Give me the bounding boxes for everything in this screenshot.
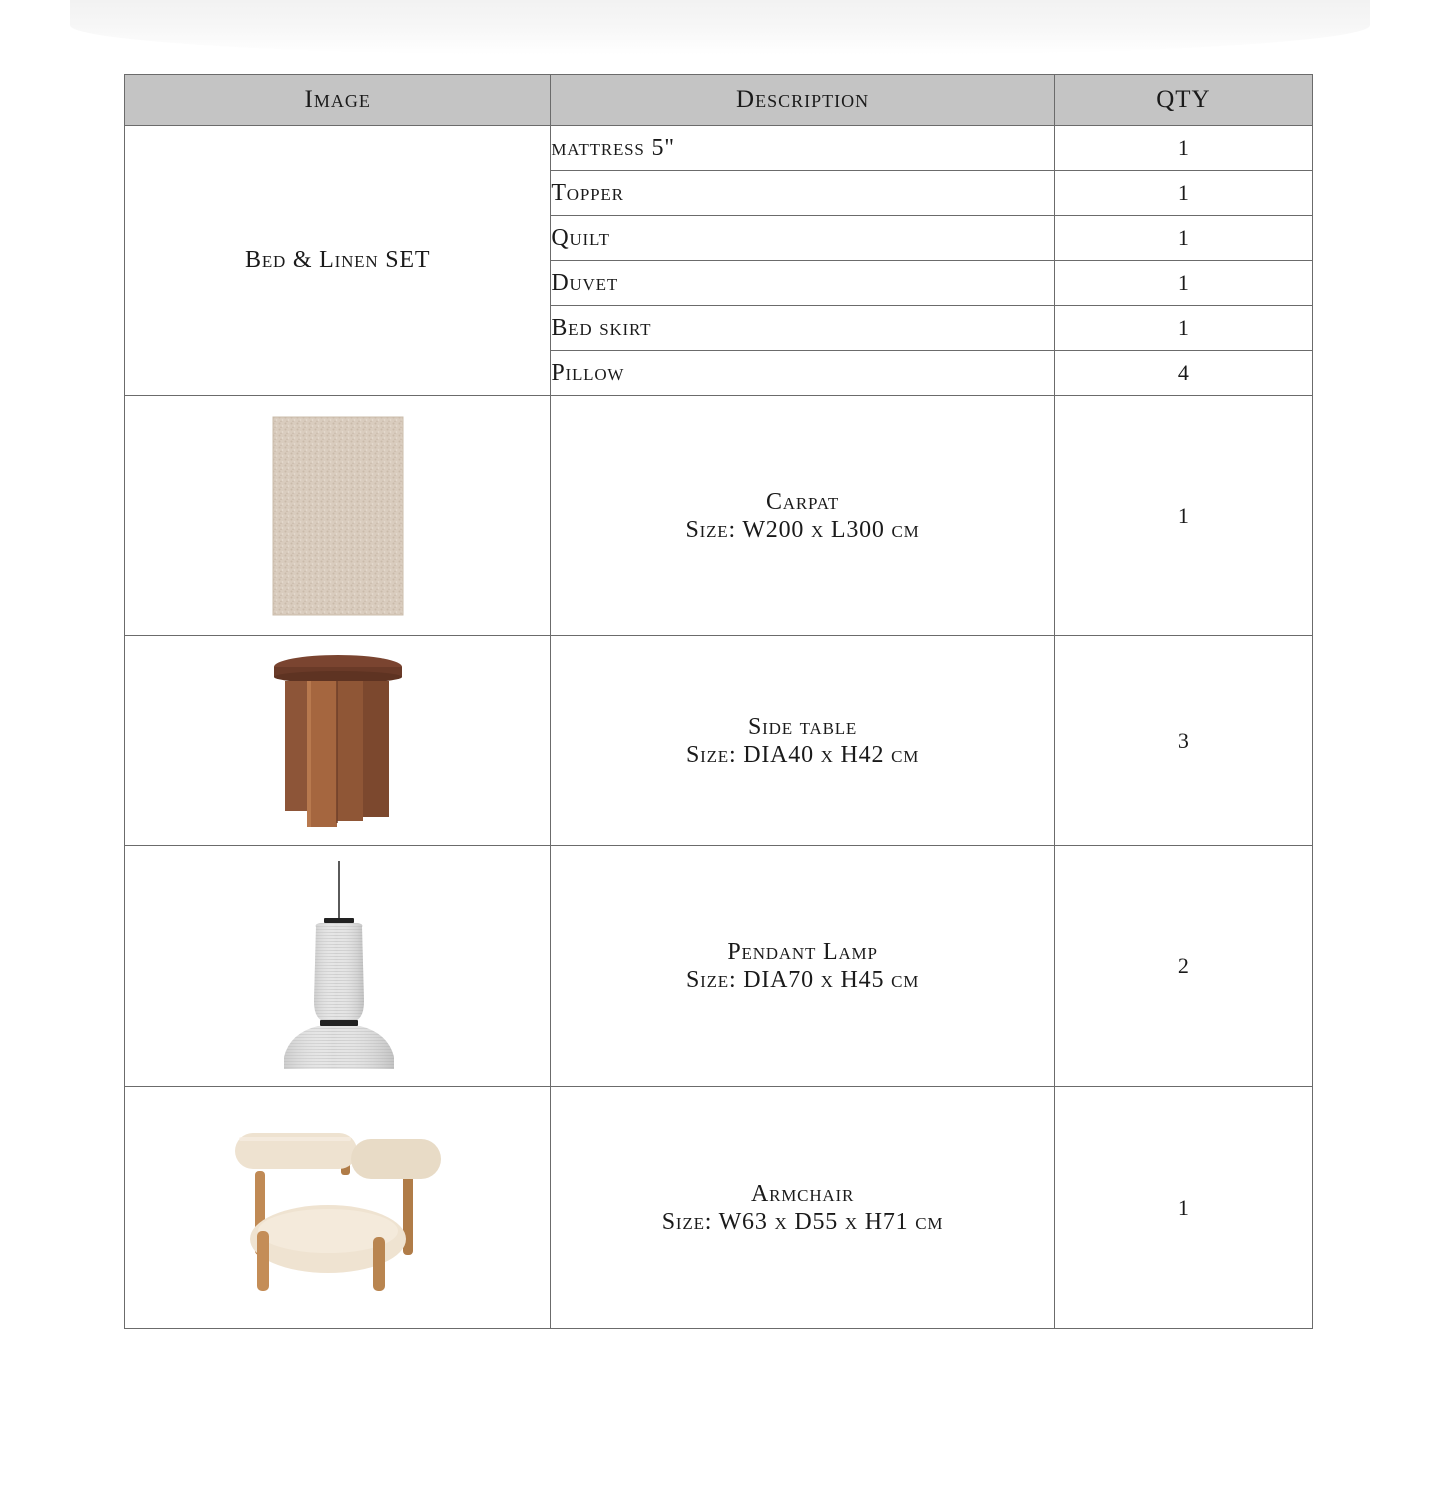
table-row-carpet <box>125 396 1313 636</box>
item-description: Pillow <box>551 351 1054 396</box>
furniture-spec-table <box>124 74 1313 1329</box>
item-qty: 1 <box>1054 216 1312 261</box>
armchair-description <box>551 1087 1054 1329</box>
table-row-side-table <box>125 636 1313 846</box>
product-size: Size: W200 x L300 cm <box>685 516 920 543</box>
item-qty: 1 <box>1054 126 1312 171</box>
table-row-armchair <box>125 1087 1313 1329</box>
side-table-description <box>551 636 1054 846</box>
header-qty: QTY <box>1054 75 1312 126</box>
item-qty: 4 <box>1054 351 1312 396</box>
product-name: Pendant Lamp <box>727 939 878 965</box>
item-qty: 3 <box>1054 636 1312 846</box>
side-table-image-cell <box>125 636 551 846</box>
item-description: mattress 5" <box>551 126 1054 171</box>
item-qty: 1 <box>1054 306 1312 351</box>
product-name: Side table <box>748 713 858 740</box>
item-description: Bed skirt <box>551 306 1054 351</box>
carpet-description <box>551 396 1054 636</box>
item-qty: 1 <box>1054 396 1312 636</box>
carpet-image <box>272 416 404 616</box>
header-row <box>125 75 1313 126</box>
armchair-image-cell <box>125 1087 551 1329</box>
item-qty: 1 <box>1054 261 1312 306</box>
top-shadow <box>70 0 1370 55</box>
product-size: Size: W63 x D55 x H71 cm <box>661 1208 944 1235</box>
item-qty: 1 <box>1054 1087 1312 1329</box>
pendant-lamp-image <box>278 861 398 1071</box>
product-name: Armchair <box>751 1180 855 1207</box>
pendant-lamp-description <box>551 846 1054 1087</box>
table-row-pendant-lamp <box>125 846 1313 1087</box>
item-qty: 2 <box>1054 846 1312 1087</box>
header-description: Description <box>551 75 1054 126</box>
product-size: Size: DIA40 x H42 cm <box>685 741 920 768</box>
bed-linen-set-label: Bed & Linen SET <box>125 126 551 396</box>
pendant-lamp-image-cell <box>125 846 551 1087</box>
armchair-image <box>233 1125 443 1291</box>
carpet-image-cell <box>125 396 551 636</box>
side-table-image <box>271 653 405 829</box>
item-description: Quilt <box>551 216 1054 261</box>
table-row <box>125 126 1313 171</box>
header-image: Image <box>125 75 551 126</box>
item-qty: 1 <box>1054 171 1312 216</box>
product-size: Size: DIA70 x H45 cm <box>685 967 920 993</box>
item-description: Duvet <box>551 261 1054 306</box>
product-name: Carpat <box>766 488 840 515</box>
item-description: Topper <box>551 171 1054 216</box>
